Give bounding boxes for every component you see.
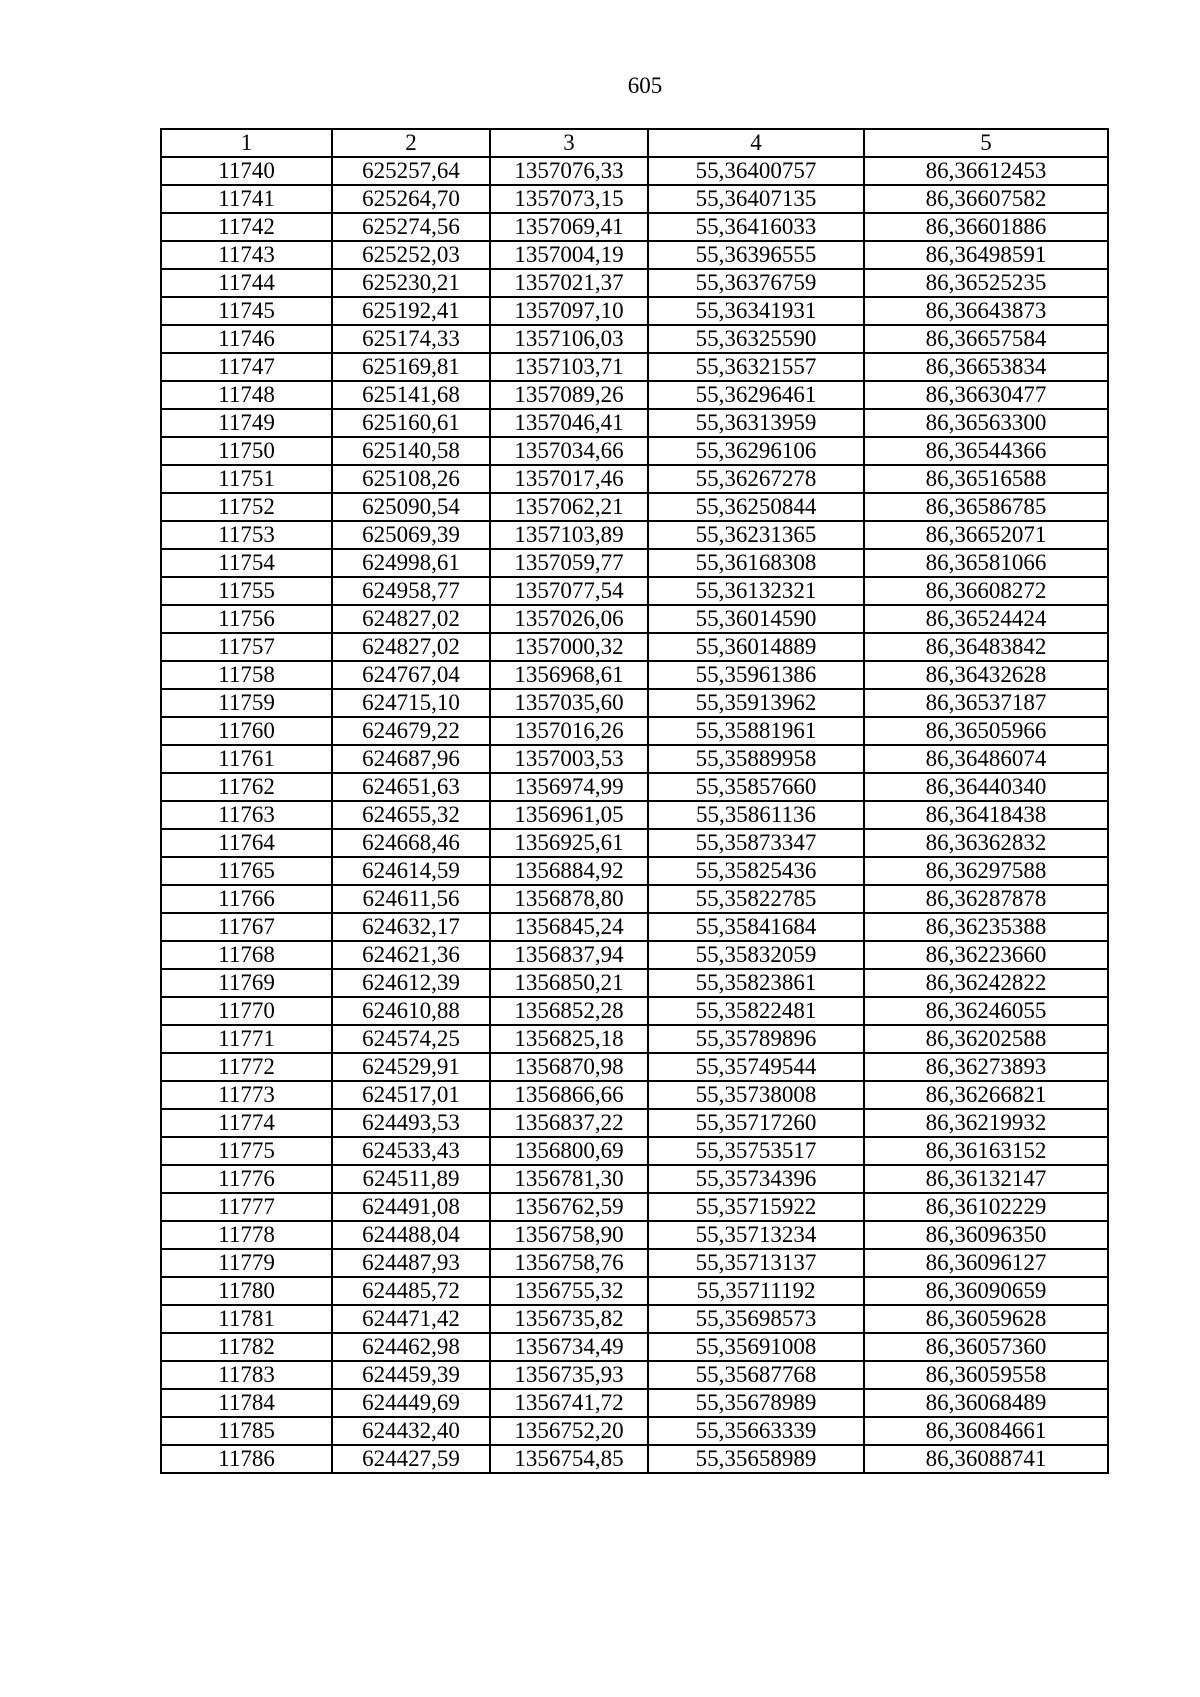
table-cell-col-5: 86,36643873 xyxy=(864,297,1108,325)
table-cell-col-1: 11762 xyxy=(161,773,332,801)
table-cell-col-3: 1357021,37 xyxy=(490,269,648,297)
table-cell-col-1: 11748 xyxy=(161,381,332,409)
table-cell-col-5: 86,36483842 xyxy=(864,633,1108,661)
table-cell-col-4: 55,35711192 xyxy=(648,1277,864,1305)
table-cell-col-3: 1357059,77 xyxy=(490,549,648,577)
table-cell-col-2: 624459,39 xyxy=(332,1361,490,1389)
table-cell-col-5: 86,36219932 xyxy=(864,1109,1108,1137)
table-cell-col-2: 625140,58 xyxy=(332,437,490,465)
table-cell-col-1: 11769 xyxy=(161,969,332,997)
table-cell-col-3: 1357046,41 xyxy=(490,409,648,437)
table-cell-col-3: 1357089,26 xyxy=(490,381,648,409)
table-cell-col-4: 55,36416033 xyxy=(648,213,864,241)
table-cell-col-3: 1356845,24 xyxy=(490,913,648,941)
table-cell-col-3: 1356752,20 xyxy=(490,1417,648,1445)
table-cell-col-3: 1356925,61 xyxy=(490,829,648,857)
table-row xyxy=(161,829,1108,857)
table-cell-col-5: 86,36505966 xyxy=(864,717,1108,745)
table-cell-col-3: 1356734,49 xyxy=(490,1333,648,1361)
table-cell-col-1: 11773 xyxy=(161,1081,332,1109)
table-cell-col-5: 86,36132147 xyxy=(864,1165,1108,1193)
table-cell-col-5: 86,36653834 xyxy=(864,353,1108,381)
table-cell-col-2: 624827,02 xyxy=(332,633,490,661)
table-cell-col-5: 86,36418438 xyxy=(864,801,1108,829)
table-cell-col-4: 55,35738008 xyxy=(648,1081,864,1109)
table-cell-col-3: 1356735,82 xyxy=(490,1305,648,1333)
column-header-1: 1 xyxy=(161,129,332,157)
table-cell-col-2: 625230,21 xyxy=(332,269,490,297)
table-cell-col-1: 11777 xyxy=(161,1193,332,1221)
table-row xyxy=(161,1445,1108,1473)
table-cell-col-2: 625160,61 xyxy=(332,409,490,437)
table-cell-col-4: 55,36325590 xyxy=(648,325,864,353)
table-cell-col-5: 86,36246055 xyxy=(864,997,1108,1025)
table-cell-col-3: 1357106,03 xyxy=(490,325,648,353)
table-cell-col-4: 55,36296461 xyxy=(648,381,864,409)
table-cell-col-4: 55,35832059 xyxy=(648,941,864,969)
table-cell-col-4: 55,36376759 xyxy=(648,269,864,297)
table-cell-col-2: 624611,56 xyxy=(332,885,490,913)
table-cell-col-4: 55,35713234 xyxy=(648,1221,864,1249)
table-cell-col-1: 11742 xyxy=(161,213,332,241)
table-cell-col-1: 11746 xyxy=(161,325,332,353)
table-cell-col-3: 1356837,22 xyxy=(490,1109,648,1137)
table-cell-col-1: 11743 xyxy=(161,241,332,269)
table-cell-col-1: 11760 xyxy=(161,717,332,745)
coordinates-table xyxy=(160,128,1109,1474)
table-cell-col-5: 86,36266821 xyxy=(864,1081,1108,1109)
table-row xyxy=(161,1165,1108,1193)
table-cell-col-5: 86,36525235 xyxy=(864,269,1108,297)
table-cell-col-5: 86,36235388 xyxy=(864,913,1108,941)
table-cell-col-2: 624511,89 xyxy=(332,1165,490,1193)
table-cell-col-2: 624668,46 xyxy=(332,829,490,857)
table-cell-col-3: 1356837,94 xyxy=(490,941,648,969)
table-cell-col-3: 1356825,18 xyxy=(490,1025,648,1053)
table-cell-col-4: 55,35663339 xyxy=(648,1417,864,1445)
table-row xyxy=(161,1417,1108,1445)
table-cell-col-5: 86,36608272 xyxy=(864,577,1108,605)
table-cell-col-4: 55,36396555 xyxy=(648,241,864,269)
table-cell-col-1: 11744 xyxy=(161,269,332,297)
table-cell-col-1: 11761 xyxy=(161,745,332,773)
table-cell-col-2: 624651,63 xyxy=(332,773,490,801)
table-row xyxy=(161,717,1108,745)
table-cell-col-5: 86,36652071 xyxy=(864,521,1108,549)
table-cell-col-5: 86,36096127 xyxy=(864,1249,1108,1277)
table-cell-col-1: 11772 xyxy=(161,1053,332,1081)
table-row xyxy=(161,661,1108,689)
table-cell-col-3: 1356961,05 xyxy=(490,801,648,829)
table-cell-col-3: 1357076,33 xyxy=(490,157,648,185)
table-cell-col-1: 11779 xyxy=(161,1249,332,1277)
table-row xyxy=(161,157,1108,185)
table-cell-col-3: 1356878,80 xyxy=(490,885,648,913)
table-cell-col-1: 11754 xyxy=(161,549,332,577)
table-cell-col-1: 11774 xyxy=(161,1109,332,1137)
table-cell-col-2: 624462,98 xyxy=(332,1333,490,1361)
table-cell-col-3: 1357004,19 xyxy=(490,241,648,269)
table-cell-col-5: 86,36102229 xyxy=(864,1193,1108,1221)
table-cell-col-1: 11740 xyxy=(161,157,332,185)
table-cell-col-2: 625257,64 xyxy=(332,157,490,185)
table-cell-col-3: 1357016,26 xyxy=(490,717,648,745)
table-cell-col-2: 624533,43 xyxy=(332,1137,490,1165)
table-cell-col-4: 55,36250844 xyxy=(648,493,864,521)
table-cell-col-5: 86,36524424 xyxy=(864,605,1108,633)
table-cell-col-4: 55,36014889 xyxy=(648,633,864,661)
table-cell-col-3: 1356852,28 xyxy=(490,997,648,1025)
table-cell-col-4: 55,36341931 xyxy=(648,297,864,325)
table-cell-col-1: 11778 xyxy=(161,1221,332,1249)
table-cell-col-1: 11766 xyxy=(161,885,332,913)
table-cell-col-5: 86,36057360 xyxy=(864,1333,1108,1361)
table-cell-col-3: 1357035,60 xyxy=(490,689,648,717)
table-cell-col-5: 86,36202588 xyxy=(864,1025,1108,1053)
table-cell-col-5: 86,36537187 xyxy=(864,689,1108,717)
table-cell-col-5: 86,36273893 xyxy=(864,1053,1108,1081)
table-cell-col-3: 1356758,76 xyxy=(490,1249,648,1277)
table-cell-col-2: 624493,53 xyxy=(332,1109,490,1137)
table-cell-col-3: 1357026,06 xyxy=(490,605,648,633)
table-cell-col-4: 55,36014590 xyxy=(648,605,864,633)
table-cell-col-5: 86,36630477 xyxy=(864,381,1108,409)
table-cell-col-2: 624715,10 xyxy=(332,689,490,717)
table-row xyxy=(161,465,1108,493)
table-cell-col-1: 11758 xyxy=(161,661,332,689)
table-cell-col-2: 625169,81 xyxy=(332,353,490,381)
table-cell-col-2: 625108,26 xyxy=(332,465,490,493)
table-cell-col-1: 11745 xyxy=(161,297,332,325)
table-cell-col-4: 55,36400757 xyxy=(648,157,864,185)
table-row xyxy=(161,1221,1108,1249)
table-cell-col-4: 55,35873347 xyxy=(648,829,864,857)
table-cell-col-2: 624610,88 xyxy=(332,997,490,1025)
table-row xyxy=(161,801,1108,829)
table-cell-col-5: 86,36612453 xyxy=(864,157,1108,185)
table-cell-col-4: 55,36407135 xyxy=(648,185,864,213)
table-row xyxy=(161,437,1108,465)
table-cell-col-3: 1357017,46 xyxy=(490,465,648,493)
table-cell-col-4: 55,35857660 xyxy=(648,773,864,801)
table-row xyxy=(161,941,1108,969)
table-cell-col-2: 624827,02 xyxy=(332,605,490,633)
table-cell-col-2: 624687,96 xyxy=(332,745,490,773)
table-cell-col-5: 86,36486074 xyxy=(864,745,1108,773)
table-cell-col-3: 1357000,32 xyxy=(490,633,648,661)
table-cell-col-2: 624998,61 xyxy=(332,549,490,577)
table-cell-col-2: 624432,40 xyxy=(332,1417,490,1445)
table-row xyxy=(161,1081,1108,1109)
table-cell-col-5: 86,36088741 xyxy=(864,1445,1108,1473)
table-cell-col-3: 1356884,92 xyxy=(490,857,648,885)
table-cell-col-2: 624427,59 xyxy=(332,1445,490,1473)
table-row xyxy=(161,1361,1108,1389)
table-row xyxy=(161,521,1108,549)
table-row xyxy=(161,689,1108,717)
table-cell-col-1: 11765 xyxy=(161,857,332,885)
table-cell-col-5: 86,36059558 xyxy=(864,1361,1108,1389)
table-cell-col-1: 11763 xyxy=(161,801,332,829)
table-cell-col-1: 11753 xyxy=(161,521,332,549)
table-cell-col-4: 55,35822785 xyxy=(648,885,864,913)
table-cell-col-1: 11785 xyxy=(161,1417,332,1445)
table-cell-col-5: 86,36068489 xyxy=(864,1389,1108,1417)
table-cell-col-1: 11749 xyxy=(161,409,332,437)
table-cell-col-3: 1357034,66 xyxy=(490,437,648,465)
table-row xyxy=(161,353,1108,381)
table-cell-col-1: 11768 xyxy=(161,941,332,969)
table-cell-col-2: 624485,72 xyxy=(332,1277,490,1305)
table-cell-col-4: 55,35658989 xyxy=(648,1445,864,1473)
table-row xyxy=(161,1053,1108,1081)
table-cell-col-1: 11747 xyxy=(161,353,332,381)
table-cell-col-3: 1357077,54 xyxy=(490,577,648,605)
table-cell-col-2: 624679,22 xyxy=(332,717,490,745)
table-cell-col-4: 55,35753517 xyxy=(648,1137,864,1165)
table-cell-col-2: 624632,17 xyxy=(332,913,490,941)
table-cell-col-1: 11755 xyxy=(161,577,332,605)
table-cell-col-2: 624449,69 xyxy=(332,1389,490,1417)
table-cell-col-3: 1356781,30 xyxy=(490,1165,648,1193)
table-cell-col-3: 1356758,90 xyxy=(490,1221,648,1249)
table-cell-col-2: 624767,04 xyxy=(332,661,490,689)
table-cell-col-2: 624574,25 xyxy=(332,1025,490,1053)
table-row xyxy=(161,1277,1108,1305)
table-row xyxy=(161,1389,1108,1417)
table-row xyxy=(161,745,1108,773)
table-cell-col-5: 86,36440340 xyxy=(864,773,1108,801)
table-cell-col-5: 86,36096350 xyxy=(864,1221,1108,1249)
table-row xyxy=(161,213,1108,241)
table-cell-col-3: 1357073,15 xyxy=(490,185,648,213)
table-cell-col-4: 55,36321557 xyxy=(648,353,864,381)
table-cell-col-4: 55,35713137 xyxy=(648,1249,864,1277)
table-cell-col-5: 86,36516588 xyxy=(864,465,1108,493)
table-cell-col-3: 1356755,32 xyxy=(490,1277,648,1305)
table-cell-col-4: 55,35881961 xyxy=(648,717,864,745)
table-body xyxy=(161,157,1108,1473)
column-header-3: 3 xyxy=(490,129,648,157)
table-cell-col-1: 11784 xyxy=(161,1389,332,1417)
table-row xyxy=(161,857,1108,885)
table-cell-col-2: 625174,33 xyxy=(332,325,490,353)
column-header-2: 2 xyxy=(332,129,490,157)
table-cell-col-2: 624614,59 xyxy=(332,857,490,885)
table-cell-col-1: 11741 xyxy=(161,185,332,213)
table-cell-col-4: 55,36296106 xyxy=(648,437,864,465)
table-cell-col-4: 55,35961386 xyxy=(648,661,864,689)
table-cell-col-5: 86,36090659 xyxy=(864,1277,1108,1305)
table-cell-col-2: 625252,03 xyxy=(332,241,490,269)
table-cell-col-3: 1357103,89 xyxy=(490,521,648,549)
table-cell-col-5: 86,36242822 xyxy=(864,969,1108,997)
table-row xyxy=(161,1137,1108,1165)
table-cell-col-5: 86,36544366 xyxy=(864,437,1108,465)
table-row xyxy=(161,1193,1108,1221)
table-cell-col-3: 1356735,93 xyxy=(490,1361,648,1389)
table-cell-col-4: 55,35678989 xyxy=(648,1389,864,1417)
table-cell-col-5: 86,36657584 xyxy=(864,325,1108,353)
table-cell-col-2: 624471,42 xyxy=(332,1305,490,1333)
table-row xyxy=(161,549,1108,577)
table-cell-col-3: 1356866,66 xyxy=(490,1081,648,1109)
table-row xyxy=(161,633,1108,661)
table-cell-col-1: 11770 xyxy=(161,997,332,1025)
table-cell-col-5: 86,36297588 xyxy=(864,857,1108,885)
table-cell-col-3: 1356754,85 xyxy=(490,1445,648,1473)
table-cell-col-2: 625192,41 xyxy=(332,297,490,325)
table-cell-col-4: 55,35715922 xyxy=(648,1193,864,1221)
table-cell-col-1: 11782 xyxy=(161,1333,332,1361)
table-cell-col-2: 624529,91 xyxy=(332,1053,490,1081)
table-cell-col-1: 11759 xyxy=(161,689,332,717)
table-cell-col-1: 11751 xyxy=(161,465,332,493)
table-cell-col-1: 11752 xyxy=(161,493,332,521)
table-cell-col-3: 1356762,59 xyxy=(490,1193,648,1221)
table-cell-col-2: 624517,01 xyxy=(332,1081,490,1109)
table-row xyxy=(161,1249,1108,1277)
table-cell-col-4: 55,36267278 xyxy=(648,465,864,493)
table-cell-col-3: 1357003,53 xyxy=(490,745,648,773)
table-cell-col-1: 11776 xyxy=(161,1165,332,1193)
table-row xyxy=(161,241,1108,269)
table-cell-col-3: 1356968,61 xyxy=(490,661,648,689)
table-cell-col-5: 86,36498591 xyxy=(864,241,1108,269)
table-cell-col-3: 1357069,41 xyxy=(490,213,648,241)
table-cell-col-5: 86,36223660 xyxy=(864,941,1108,969)
table-cell-col-4: 55,35749544 xyxy=(648,1053,864,1081)
table-row xyxy=(161,269,1108,297)
table-cell-col-3: 1356850,21 xyxy=(490,969,648,997)
table-cell-col-2: 625274,56 xyxy=(332,213,490,241)
table-cell-col-5: 86,36287878 xyxy=(864,885,1108,913)
table-cell-col-2: 624621,36 xyxy=(332,941,490,969)
table-cell-col-2: 624491,08 xyxy=(332,1193,490,1221)
table-cell-col-1: 11756 xyxy=(161,605,332,633)
table-cell-col-5: 86,36581066 xyxy=(864,549,1108,577)
table-cell-col-2: 624488,04 xyxy=(332,1221,490,1249)
column-header-4: 4 xyxy=(648,129,864,157)
table-cell-col-3: 1356800,69 xyxy=(490,1137,648,1165)
table-row xyxy=(161,997,1108,1025)
table-cell-col-2: 625069,39 xyxy=(332,521,490,549)
table-cell-col-4: 55,35698573 xyxy=(648,1305,864,1333)
page-number: 605 xyxy=(627,73,663,98)
table-cell-col-1: 11767 xyxy=(161,913,332,941)
table-row xyxy=(161,1025,1108,1053)
table-cell-col-2: 625264,70 xyxy=(332,185,490,213)
table-cell-col-5: 86,36163152 xyxy=(864,1137,1108,1165)
table-cell-col-4: 55,35822481 xyxy=(648,997,864,1025)
table-cell-col-1: 11764 xyxy=(161,829,332,857)
table-cell-col-2: 624655,32 xyxy=(332,801,490,829)
table-cell-col-5: 86,36607582 xyxy=(864,185,1108,213)
table-cell-col-2: 625141,68 xyxy=(332,381,490,409)
table-cell-col-5: 86,36362832 xyxy=(864,829,1108,857)
table-cell-col-4: 55,35717260 xyxy=(648,1109,864,1137)
table-row xyxy=(161,493,1108,521)
table-cell-col-3: 1357062,21 xyxy=(490,493,648,521)
table-cell-col-1: 11771 xyxy=(161,1025,332,1053)
table-cell-col-1: 11783 xyxy=(161,1361,332,1389)
table-cell-col-3: 1357097,10 xyxy=(490,297,648,325)
table-cell-col-5: 86,36586785 xyxy=(864,493,1108,521)
table-cell-col-4: 55,35825436 xyxy=(648,857,864,885)
table-cell-col-2: 624612,39 xyxy=(332,969,490,997)
table-cell-col-3: 1356974,99 xyxy=(490,773,648,801)
table-cell-col-1: 11757 xyxy=(161,633,332,661)
table-row xyxy=(161,409,1108,437)
table-cell-col-1: 11750 xyxy=(161,437,332,465)
table-cell-col-4: 55,35861136 xyxy=(648,801,864,829)
table-row xyxy=(161,185,1108,213)
table-cell-col-2: 624958,77 xyxy=(332,577,490,605)
table-cell-col-2: 625090,54 xyxy=(332,493,490,521)
table-row xyxy=(161,1305,1108,1333)
column-header-5: 5 xyxy=(864,129,1108,157)
table-cell-col-4: 55,35691008 xyxy=(648,1333,864,1361)
table-cell-col-3: 1357103,71 xyxy=(490,353,648,381)
table-row xyxy=(161,885,1108,913)
table-cell-col-4: 55,35734396 xyxy=(648,1165,864,1193)
table-cell-col-1: 11781 xyxy=(161,1305,332,1333)
table-row xyxy=(161,1109,1108,1137)
table-row xyxy=(161,577,1108,605)
table-cell-col-4: 55,36231365 xyxy=(648,521,864,549)
table-row xyxy=(161,381,1108,409)
table-cell-col-4: 55,35823861 xyxy=(648,969,864,997)
table-cell-col-5: 86,36084661 xyxy=(864,1417,1108,1445)
table-cell-col-4: 55,35889958 xyxy=(648,745,864,773)
table-cell-col-5: 86,36059628 xyxy=(864,1305,1108,1333)
table-cell-col-3: 1356870,98 xyxy=(490,1053,648,1081)
table-cell-col-4: 55,36132321 xyxy=(648,577,864,605)
table-row xyxy=(161,605,1108,633)
table-row xyxy=(161,773,1108,801)
table-cell-col-1: 11775 xyxy=(161,1137,332,1165)
table-cell-col-4: 55,36313959 xyxy=(648,409,864,437)
table-row xyxy=(161,913,1108,941)
header-row xyxy=(161,129,1108,157)
table-cell-col-1: 11780 xyxy=(161,1277,332,1305)
table-row xyxy=(161,1333,1108,1361)
table-cell-col-3: 1356741,72 xyxy=(490,1389,648,1417)
table-row xyxy=(161,297,1108,325)
table-cell-col-5: 86,36432628 xyxy=(864,661,1108,689)
table-cell-col-2: 624487,93 xyxy=(332,1249,490,1277)
table-cell-col-4: 55,36168308 xyxy=(648,549,864,577)
table-cell-col-4: 55,35789896 xyxy=(648,1025,864,1053)
table-row xyxy=(161,969,1108,997)
table-cell-col-5: 86,36563300 xyxy=(864,409,1108,437)
table-cell-col-5: 86,36601886 xyxy=(864,213,1108,241)
table-cell-col-4: 55,35841684 xyxy=(648,913,864,941)
table-row xyxy=(161,325,1108,353)
table-cell-col-4: 55,35913962 xyxy=(648,689,864,717)
table-header xyxy=(161,129,1108,157)
table-cell-col-4: 55,35687768 xyxy=(648,1361,864,1389)
table-cell-col-1: 11786 xyxy=(161,1445,332,1473)
